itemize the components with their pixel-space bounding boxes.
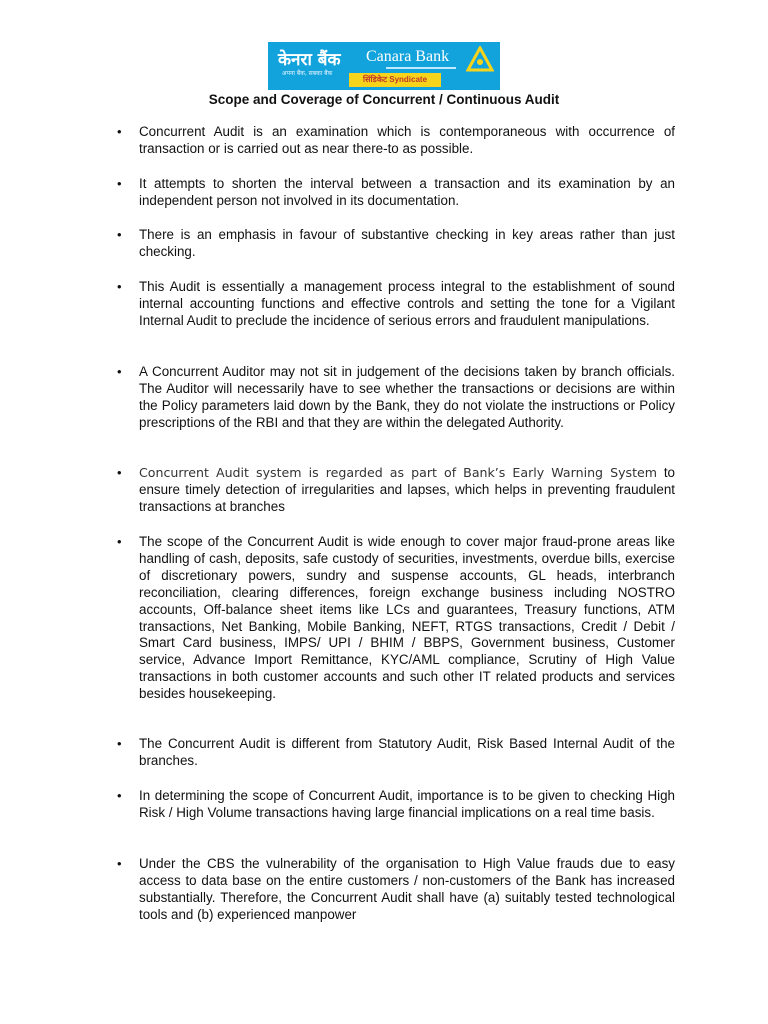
logo-subtitle-line	[386, 67, 456, 69]
point-text: There is an emphasis in favour of substantive checking in key areas rather than just checking.	[139, 227, 675, 259]
bullet-icon: •	[117, 124, 122, 139]
bullet-icon: •	[117, 279, 122, 294]
bullet-icon: •	[117, 788, 122, 803]
point-text: In determining the scope of Concurrent Audit, importance is to be given to checking High Risk / High Volume transactions having large financial implications on a real time basis.	[139, 788, 675, 820]
point-text: The Concurrent Audit is different from Statutory Audit, Risk Based Internal Audit of the branches.	[139, 736, 675, 768]
canara-triangle-icon	[466, 46, 494, 72]
logo-hindi-tagline: अपना बैंक, सबका बैंक	[282, 70, 333, 77]
bullet-icon: •	[117, 534, 122, 549]
logo-english-name: Canara Bank	[366, 48, 450, 65]
early-warning-rest: to ensure timely detection of irregularities and lapses, which helps in preventing fraudulent transactions at branches	[139, 465, 675, 514]
canara-bank-logo	[268, 42, 500, 90]
bullet-icon: •	[117, 364, 122, 379]
logo-syndicate-badge: सिंडिकेट Syndicate	[349, 73, 441, 87]
point-text: Concurrent Audit is an examination which is contemporaneous with occurrence of transaction or is carried out as near there-to as possible.	[139, 124, 675, 156]
point-text: Under the CBS the vulnerability of the organisation to High Value frauds due to easy access to data base on the entire customers / non-customers of the Bank has increased substantially. Therefore, the Concurrent Audit shall have (a) suitably tested technological tools and (b) experienced manpower	[139, 856, 675, 922]
point-text: It attempts to shorten the interval between a transaction and its examination by an independent person not involved in its documentation.	[139, 176, 675, 208]
early-warning-line: Concurrent Audit system is regarded as part of Bank’s Early Warning System	[139, 465, 658, 480]
bullet-icon: •	[117, 227, 122, 242]
point-text: The scope of the Concurrent Audit is wide enough to cover major fraud-prone areas like handling of cash, deposits, safe custody of securities, investments, overdue bills, exercise of discretionary powers, sundry and suspense accounts, GL heads, interbranch reconciliation, clearing differences, foreign exchange business including NOSTRO accounts, Off-balance sheet items like LCs and guarantees, Treasury functions, ATM transactions, Net Banking, Mobile Banking, NEFT, RTGS transactions, Credit / Debit / Smart Card business, IMPS/ UPI / BHIM / BBPS, Government business, Customer service, Advance Import Remittance, KYC/AML compliance, Scrutiny of High Value transactions in both customer accounts and such other IT related products and services besides housekeeping.	[139, 534, 675, 702]
bullet-icon: •	[117, 736, 122, 751]
bullet-icon: •	[117, 856, 122, 871]
bullet-icon: •	[117, 176, 122, 191]
bullet-icon: •	[117, 465, 122, 480]
point-text: This Audit is essentially a management process integral to the establishment of sound internal accounting functions and effective controls and setting the tone for a Vigilant Internal Audit to preclude the incidence of serious errors and fraudulent manipulations.	[139, 279, 675, 328]
point-text	[139, 465, 675, 516]
logo-hindi-name: केनरा बैंक	[278, 50, 341, 70]
point-text: A Concurrent Auditor may not sit in judgement of the decisions taken by branch officials. The Auditor will necessarily have to see whether the transactions or decisions are within the Policy parameters laid down by the Bank, they do not violate the instructions or Policy prescriptions of the RBI and that they are within the delegated Authority.	[139, 364, 675, 430]
page-title: Scope and Coverage of Concurrent / Continuous Audit	[208, 92, 560, 107]
